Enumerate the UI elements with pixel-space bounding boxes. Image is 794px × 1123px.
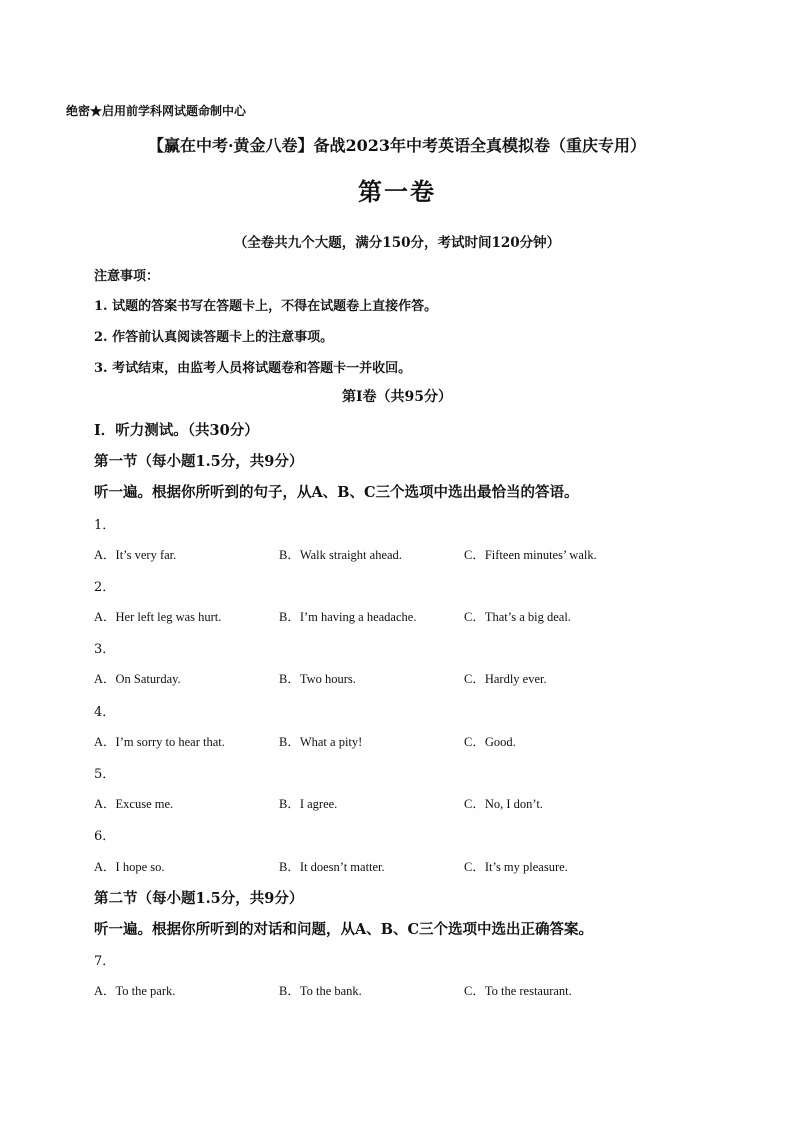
question-number: 5． <box>94 767 116 782</box>
option-a: A．I’m sorry to hear that. <box>94 735 225 749</box>
question-number: 6． <box>94 829 116 844</box>
option-c: C．To the restaurant. <box>464 984 572 998</box>
question-number: 3． <box>94 642 116 657</box>
section-2-instruction: 听一遍。根据你所听到的对话和问题，从A、B、C三个选项中选出正确答案。 <box>94 921 594 938</box>
option-a: A．To the park. <box>94 984 176 998</box>
exam-title: 【赢在中考·黄金八卷】备战2023年中考英语全真模拟卷（重庆专用） <box>147 136 647 155</box>
note-item: 3. 考试结束，由监考人员将试题卷和答题卡一并收回。 <box>94 361 412 376</box>
option-c: C．Good. <box>464 735 516 749</box>
option-a: A．Excuse me. <box>94 797 174 811</box>
option-b: B．It doesn’t matter. <box>279 860 385 874</box>
option-c: C．That’s a big deal. <box>464 610 571 624</box>
option-c: C．No, I don’t. <box>464 797 543 811</box>
option-b: B．Two hours. <box>279 672 356 686</box>
note-item: 1. 试题的答案书写在答题卡上，不得在试题卷上直接作答。 <box>94 299 438 314</box>
option-b: B．Walk straight ahead. <box>279 548 402 562</box>
volume-title: 第一卷 <box>358 177 436 206</box>
option-c: C．Hardly ever. <box>464 672 547 686</box>
section-listening: Ⅰ．听力测试。（共30分） <box>94 422 259 439</box>
question-number: 7． <box>94 954 116 969</box>
option-b: B．I agree. <box>279 797 338 811</box>
option-a: A．Her left leg was hurt. <box>94 610 222 624</box>
section-1-title: 第一节（每小题1.5分，共9分） <box>94 453 304 470</box>
section-2-title: 第二节（每小题1.5分，共9分） <box>94 890 304 907</box>
option-a: A．It’s very far. <box>94 548 177 562</box>
option-a: A．I hope so. <box>94 860 165 874</box>
question-number: 4． <box>94 705 116 720</box>
confidential-label: 绝密★启用前学科网试题命制中心 <box>66 104 247 118</box>
option-b: B．To the bank. <box>279 984 362 998</box>
question-number: 2． <box>94 580 116 595</box>
option-c: C．Fifteen minutes’ walk. <box>464 548 597 562</box>
notes-heading: 注意事项： <box>94 269 160 284</box>
question-number: 1． <box>94 518 116 533</box>
section-1-instruction: 听一遍。根据你所听到的句子，从A、B、C三个选项中选出最恰当的答语。 <box>94 484 579 501</box>
note-item: 2. 作答前认真阅读答题卡上的注意事项。 <box>94 330 334 345</box>
option-b: B．I’m having a headache. <box>279 610 417 624</box>
part-title: 第Ⅰ卷（共95分） <box>341 389 453 405</box>
option-a: A．On Saturday. <box>94 672 181 686</box>
option-c: C．It’s my pleasure. <box>464 860 568 874</box>
option-b: B．What a pity! <box>279 735 363 749</box>
exam-info: （全卷共九个大题，满分150分，考试时间120分钟） <box>233 235 561 251</box>
